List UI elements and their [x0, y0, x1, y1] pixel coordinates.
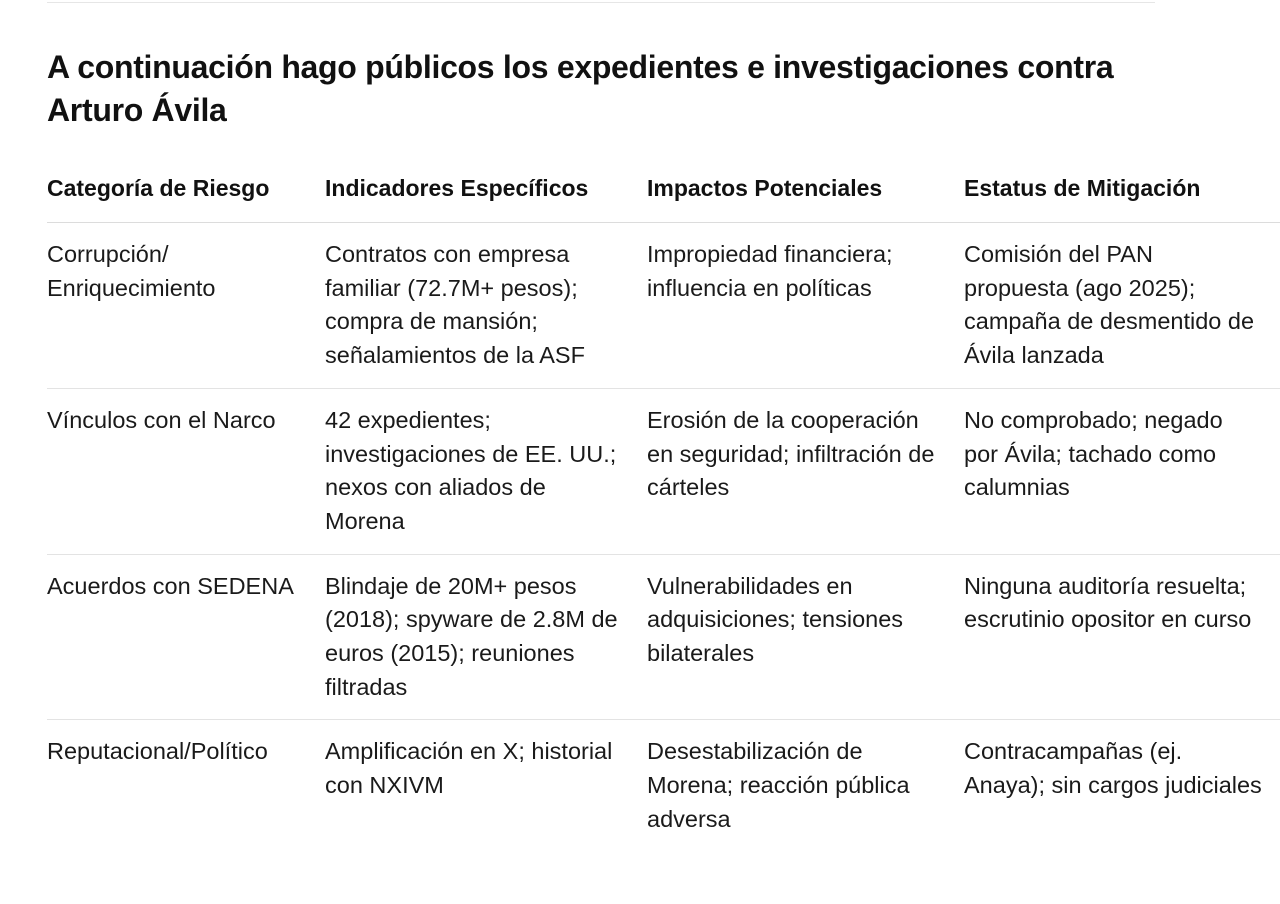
cell-potential-impacts: Vulnerabilidades en adquisiciones; tensiones bilaterales: [647, 554, 964, 720]
table-row: [47, 223, 1280, 389]
cell-risk-category: Acuerdos con SEDENA: [47, 554, 325, 720]
cell-risk-category: Vínculos con el Narco: [47, 388, 325, 554]
cell-risk-category: Corrupción/ Enriquecimiento: [47, 223, 325, 389]
cell-mitigation-status: Comisión del PAN propuesta (ago 2025); campaña de desmentido de Ávila lanzada: [964, 223, 1280, 389]
cell-specific-indicators: Amplificación en X; historial con NXIVM: [325, 738, 613, 799]
table-row: [47, 720, 1280, 852]
table-row: [47, 388, 1280, 554]
header-potential-impacts: Impactos Potenciales: [647, 154, 964, 223]
header-mitigation-status: Estatus de Mitigación: [964, 154, 1280, 223]
table-body: [47, 223, 1280, 852]
cell-potential-impacts: Desestabilización de Morena; reacción pública adversa: [647, 738, 910, 832]
cell-specific-indicators: Blindaje de 20M+ pesos (2018); spyware de 2.8M de euros (2015); reuniones filtradas: [325, 554, 647, 720]
page-heading: A continuación hago públicos los expedientes e investigaciones contra Arturo Ávila: [47, 49, 1114, 128]
cell-potential-impacts: Erosión de la cooperación en seguridad; infiltración de cárteles: [647, 388, 964, 554]
cell-mitigation-status: Contracampañas (ej. Anaya); sin cargos judiciales: [964, 738, 1262, 799]
cell-mitigation-status: Ninguna auditoría resuelta; escrutinio opositor en curso: [964, 554, 1280, 720]
table-row: [47, 554, 1280, 720]
top-divider: [47, 2, 1155, 3]
header-row: [47, 154, 1280, 223]
cell-risk-category: Reputacional/Político: [47, 738, 268, 765]
cell-mitigation-status: No comprobado; negado por Ávila; tachado como calumnias: [964, 388, 1280, 554]
table-header: [47, 154, 1280, 223]
header-specific-indicators: Indicadores Específicos: [325, 154, 647, 223]
header-risk-category: Categoría de Riesgo: [47, 154, 325, 223]
cell-potential-impacts: Impropiedad financiera; influencia en políticas: [647, 223, 964, 389]
cell-specific-indicators: 42 expedientes; investigaciones de EE. UU.; nexos con aliados de Morena: [325, 388, 647, 554]
risk-table: [47, 154, 1280, 852]
cell-specific-indicators: Contratos con empresa familiar (72.7M+ pesos); compra de mansión; señalamientos de la ASF: [325, 223, 647, 389]
